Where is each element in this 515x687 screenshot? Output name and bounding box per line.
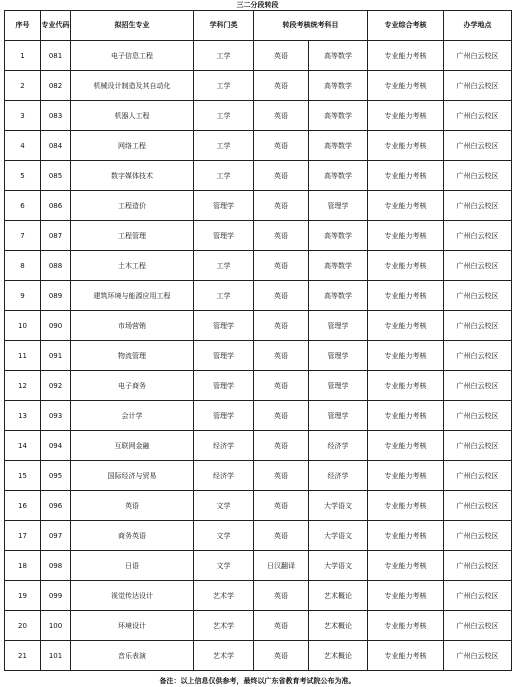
cell-exam-subject-1: 英语 <box>254 461 309 491</box>
cell-category: 经济学 <box>194 461 254 491</box>
cell-exam-subject-2: 高等数学 <box>309 131 368 161</box>
cell-index: 15 <box>5 461 41 491</box>
cell-exam-subject-2: 艺术概论 <box>309 581 368 611</box>
cell-index: 5 <box>5 161 41 191</box>
cell-campus: 广州白云校区 <box>444 551 512 581</box>
cell-index: 19 <box>5 581 41 611</box>
cell-index: 4 <box>5 131 41 161</box>
cell-category: 文学 <box>194 491 254 521</box>
cell-category: 文学 <box>194 521 254 551</box>
table-row <box>5 551 512 581</box>
cell-code: 089 <box>41 281 71 311</box>
page-title: 三二分段转段 <box>236 1 279 9</box>
cell-exam-subject-2: 大学语文 <box>309 551 368 581</box>
cell-code: 095 <box>41 461 71 491</box>
table-row <box>5 461 512 491</box>
cell-code: 096 <box>41 491 71 521</box>
cell-exam-subject-2: 高等数学 <box>309 41 368 71</box>
cell-exam-subject-1: 英语 <box>254 101 309 131</box>
cell-comprehensive: 专业能力考核 <box>368 491 444 521</box>
cell-exam-subject-2: 高等数学 <box>309 251 368 281</box>
cell-exam-subject-1: 英语 <box>254 521 309 551</box>
cell-comprehensive: 专业能力考核 <box>368 311 444 341</box>
cell-major: 工程管理 <box>71 221 194 251</box>
cell-exam-subject-2: 高等数学 <box>309 221 368 251</box>
cell-code: 088 <box>41 251 71 281</box>
cell-category: 工学 <box>194 251 254 281</box>
cell-exam-subject-1: 日汉翻译 <box>254 551 309 581</box>
cell-major: 电子信息工程 <box>71 41 194 71</box>
cell-exam-subject-1: 英语 <box>254 371 309 401</box>
header-index: 序号 <box>5 11 41 41</box>
cell-code: 094 <box>41 431 71 461</box>
cell-campus: 广州白云校区 <box>444 131 512 161</box>
cell-comprehensive: 专业能力考核 <box>368 431 444 461</box>
cell-index: 20 <box>5 611 41 641</box>
cell-category: 工学 <box>194 131 254 161</box>
cell-exam-subject-2: 艺术概论 <box>309 611 368 641</box>
cell-index: 7 <box>5 221 41 251</box>
cell-major: 数字媒体技术 <box>71 161 194 191</box>
footnote: 备注：以上信息仅供参考，最终以广东省教育考试院公布为准。 <box>159 677 356 685</box>
cell-exam-subject-2: 经济学 <box>309 431 368 461</box>
cell-category: 管理学 <box>194 341 254 371</box>
cell-campus: 广州白云校区 <box>444 431 512 461</box>
cell-exam-subject-2: 高等数学 <box>309 281 368 311</box>
cell-category: 艺术学 <box>194 611 254 641</box>
cell-code: 097 <box>41 521 71 551</box>
cell-comprehensive: 专业能力考核 <box>368 71 444 101</box>
cell-index: 9 <box>5 281 41 311</box>
table-row <box>5 341 512 371</box>
cell-major: 土木工程 <box>71 251 194 281</box>
cell-exam-subject-1: 英语 <box>254 641 309 671</box>
cell-comprehensive: 专业能力考核 <box>368 101 444 131</box>
cell-category: 经济学 <box>194 431 254 461</box>
cell-exam-subject-2: 大学语文 <box>309 521 368 551</box>
cell-comprehensive: 专业能力考核 <box>368 581 444 611</box>
cell-index: 6 <box>5 191 41 221</box>
cell-category: 工学 <box>194 41 254 71</box>
cell-exam-subject-2: 艺术概论 <box>309 641 368 671</box>
header-code: 专业代码 <box>41 11 71 41</box>
header-exam-subjects: 转段考核统考科目 <box>254 11 368 41</box>
cell-exam-subject-1: 英语 <box>254 611 309 641</box>
cell-comprehensive: 专业能力考核 <box>368 251 444 281</box>
cell-exam-subject-2: 大学语文 <box>309 491 368 521</box>
cell-exam-subject-1: 英语 <box>254 161 309 191</box>
cell-campus: 广州白云校区 <box>444 461 512 491</box>
cell-index: 16 <box>5 491 41 521</box>
cell-campus: 广州白云校区 <box>444 311 512 341</box>
cell-code: 083 <box>41 101 71 131</box>
cell-comprehensive: 专业能力考核 <box>368 611 444 641</box>
cell-exam-subject-1: 英语 <box>254 71 309 101</box>
cell-comprehensive: 专业能力考核 <box>368 641 444 671</box>
cell-exam-subject-2: 管理学 <box>309 341 368 371</box>
cell-index: 2 <box>5 71 41 101</box>
cell-campus: 广州白云校区 <box>444 341 512 371</box>
cell-comprehensive: 专业能力考核 <box>368 521 444 551</box>
cell-category: 管理学 <box>194 221 254 251</box>
cell-major: 国际经济与贸易 <box>71 461 194 491</box>
cell-major: 环境设计 <box>71 611 194 641</box>
cell-comprehensive: 专业能力考核 <box>368 221 444 251</box>
table-row <box>5 101 512 131</box>
table-row <box>5 521 512 551</box>
header-major: 拟招生专业 <box>71 11 194 41</box>
cell-index: 18 <box>5 551 41 581</box>
cell-index: 13 <box>5 401 41 431</box>
cell-exam-subject-1: 英语 <box>254 431 309 461</box>
cell-exam-subject-2: 管理学 <box>309 371 368 401</box>
cell-index: 3 <box>5 101 41 131</box>
cell-campus: 广州白云校区 <box>444 191 512 221</box>
cell-major: 电子商务 <box>71 371 194 401</box>
cell-comprehensive: 专业能力考核 <box>368 191 444 221</box>
cell-major: 机器人工程 <box>71 101 194 131</box>
cell-category: 文学 <box>194 551 254 581</box>
cell-major: 音乐表演 <box>71 641 194 671</box>
cell-campus: 广州白云校区 <box>444 611 512 641</box>
cell-campus: 广州白云校区 <box>444 101 512 131</box>
table-row <box>5 281 512 311</box>
cell-comprehensive: 专业能力考核 <box>368 161 444 191</box>
cell-exam-subject-2: 高等数学 <box>309 71 368 101</box>
cell-index: 10 <box>5 311 41 341</box>
cell-code: 090 <box>41 311 71 341</box>
table-header-row <box>5 11 512 41</box>
cell-major: 会计学 <box>71 401 194 431</box>
cell-code: 082 <box>41 71 71 101</box>
cell-category: 艺术学 <box>194 641 254 671</box>
cell-exam-subject-1: 英语 <box>254 191 309 221</box>
cell-code: 086 <box>41 191 71 221</box>
cell-major: 工程造价 <box>71 191 194 221</box>
cell-exam-subject-1: 英语 <box>254 401 309 431</box>
cell-comprehensive: 专业能力考核 <box>368 401 444 431</box>
cell-exam-subject-2: 管理学 <box>309 191 368 221</box>
cell-code: 092 <box>41 371 71 401</box>
cell-campus: 广州白云校区 <box>444 71 512 101</box>
majors-table <box>4 10 512 671</box>
table-row <box>5 401 512 431</box>
cell-campus: 广州白云校区 <box>444 641 512 671</box>
cell-code: 099 <box>41 581 71 611</box>
cell-comprehensive: 专业能力考核 <box>368 461 444 491</box>
table-row <box>5 431 512 461</box>
cell-comprehensive: 专业能力考核 <box>368 341 444 371</box>
cell-code: 100 <box>41 611 71 641</box>
cell-campus: 广州白云校区 <box>444 521 512 551</box>
cell-exam-subject-1: 英语 <box>254 251 309 281</box>
cell-major: 建筑环境与能源应用工程 <box>71 281 194 311</box>
cell-exam-subject-2: 经济学 <box>309 461 368 491</box>
cell-campus: 广州白云校区 <box>444 281 512 311</box>
header-comprehensive: 专业综合考核 <box>368 11 444 41</box>
table-row <box>5 251 512 281</box>
table-row <box>5 311 512 341</box>
cell-code: 093 <box>41 401 71 431</box>
header-campus: 办学地点 <box>444 11 512 41</box>
table-row <box>5 41 512 71</box>
cell-exam-subject-1: 英语 <box>254 581 309 611</box>
table-row <box>5 611 512 641</box>
cell-exam-subject-2: 高等数学 <box>309 161 368 191</box>
table-row <box>5 641 512 671</box>
cell-category: 工学 <box>194 71 254 101</box>
cell-major: 日语 <box>71 551 194 581</box>
cell-major: 商务英语 <box>71 521 194 551</box>
cell-category: 管理学 <box>194 401 254 431</box>
cell-exam-subject-2: 管理学 <box>309 401 368 431</box>
cell-exam-subject-1: 英语 <box>254 41 309 71</box>
cell-campus: 广州白云校区 <box>444 251 512 281</box>
cell-code: 091 <box>41 341 71 371</box>
cell-category: 管理学 <box>194 191 254 221</box>
cell-campus: 广州白云校区 <box>444 491 512 521</box>
cell-category: 工学 <box>194 101 254 131</box>
cell-category: 工学 <box>194 281 254 311</box>
cell-exam-subject-1: 英语 <box>254 491 309 521</box>
cell-exam-subject-1: 英语 <box>254 281 309 311</box>
cell-index: 11 <box>5 341 41 371</box>
cell-index: 1 <box>5 41 41 71</box>
cell-index: 21 <box>5 641 41 671</box>
cell-campus: 广州白云校区 <box>444 581 512 611</box>
table-row <box>5 221 512 251</box>
table-row <box>5 71 512 101</box>
cell-major: 物流管理 <box>71 341 194 371</box>
cell-comprehensive: 专业能力考核 <box>368 131 444 161</box>
cell-comprehensive: 专业能力考核 <box>368 551 444 581</box>
cell-exam-subject-2: 管理学 <box>309 311 368 341</box>
cell-code: 098 <box>41 551 71 581</box>
cell-major: 市场营销 <box>71 311 194 341</box>
cell-major: 网络工程 <box>71 131 194 161</box>
table-row <box>5 161 512 191</box>
cell-exam-subject-2: 高等数学 <box>309 101 368 131</box>
cell-campus: 广州白云校区 <box>444 371 512 401</box>
cell-comprehensive: 专业能力考核 <box>368 371 444 401</box>
cell-exam-subject-1: 英语 <box>254 131 309 161</box>
cell-exam-subject-1: 英语 <box>254 311 309 341</box>
cell-index: 14 <box>5 431 41 461</box>
cell-category: 管理学 <box>194 371 254 401</box>
cell-exam-subject-1: 英语 <box>254 221 309 251</box>
table-row <box>5 191 512 221</box>
cell-campus: 广州白云校区 <box>444 401 512 431</box>
cell-category: 管理学 <box>194 311 254 341</box>
cell-exam-subject-1: 英语 <box>254 341 309 371</box>
cell-campus: 广州白云校区 <box>444 221 512 251</box>
cell-code: 085 <box>41 161 71 191</box>
cell-index: 8 <box>5 251 41 281</box>
cell-major: 机械设计制造及其自动化 <box>71 71 194 101</box>
cell-comprehensive: 专业能力考核 <box>368 281 444 311</box>
cell-campus: 广州白云校区 <box>444 161 512 191</box>
table-row <box>5 131 512 161</box>
table-row <box>5 491 512 521</box>
cell-major: 英语 <box>71 491 194 521</box>
cell-index: 12 <box>5 371 41 401</box>
cell-major: 视觉传达设计 <box>71 581 194 611</box>
cell-category: 工学 <box>194 161 254 191</box>
cell-category: 艺术学 <box>194 581 254 611</box>
header-category: 学科门类 <box>194 11 254 41</box>
table-row <box>5 581 512 611</box>
table-row <box>5 371 512 401</box>
cell-code: 081 <box>41 41 71 71</box>
cell-code: 084 <box>41 131 71 161</box>
cell-campus: 广州白云校区 <box>444 41 512 71</box>
cell-index: 17 <box>5 521 41 551</box>
cell-code: 087 <box>41 221 71 251</box>
cell-code: 101 <box>41 641 71 671</box>
cell-major: 互联网金融 <box>71 431 194 461</box>
cell-comprehensive: 专业能力考核 <box>368 41 444 71</box>
